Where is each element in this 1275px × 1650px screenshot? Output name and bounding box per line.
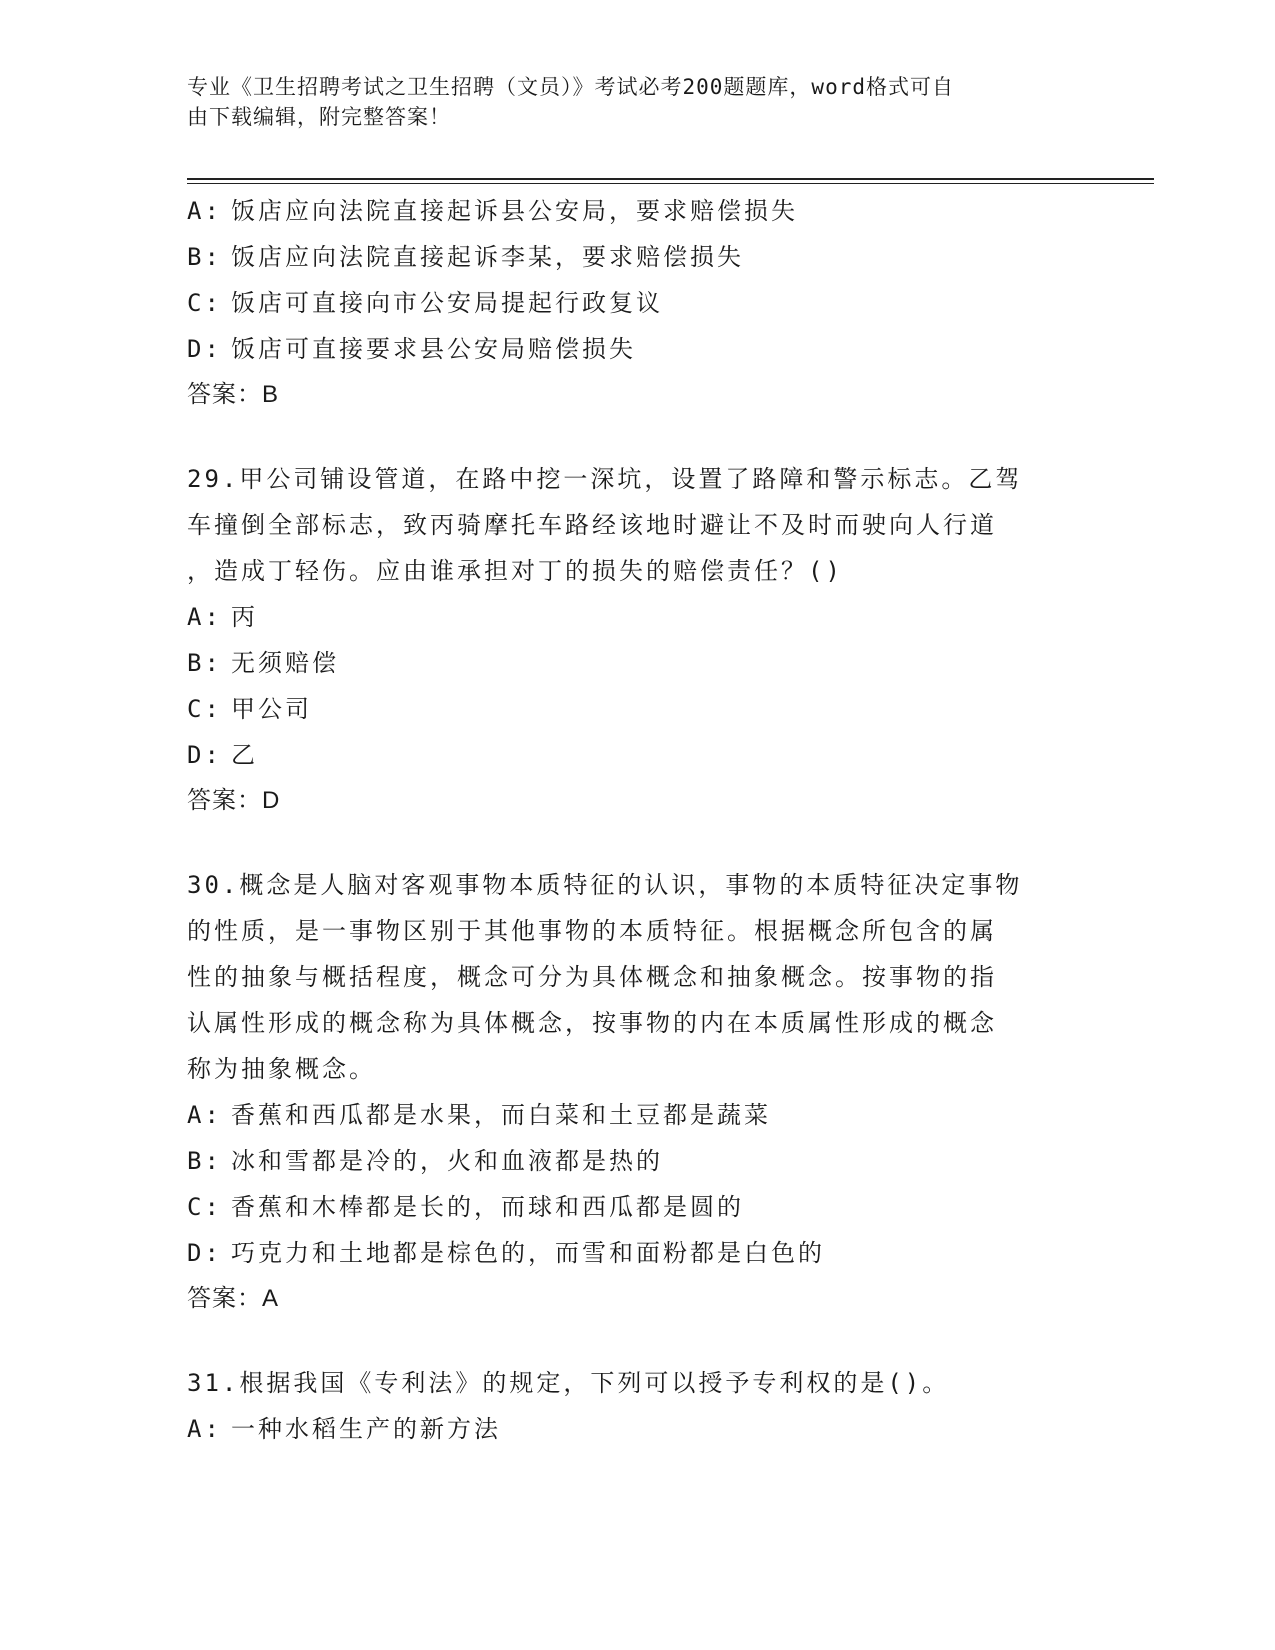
option-b: B: 冰和雪都是冷的，火和血液都是热的 bbox=[187, 1147, 663, 1175]
option-b: B: 无须赔偿 bbox=[187, 649, 339, 677]
option-a: A: 丙 bbox=[187, 603, 258, 631]
option-c: C: 甲公司 bbox=[187, 695, 312, 723]
header-line-1: 专业《卫生招聘考试之卫生招聘（文员）》考试必考200题题库，word格式可自 bbox=[187, 75, 954, 99]
answer-label: 答案：A bbox=[187, 1285, 280, 1312]
question-text-line: 31.根据我国《专利法》的规定，下列可以授予专利权的是()。 bbox=[187, 1369, 950, 1397]
header-divider-thick bbox=[187, 178, 1154, 180]
question-text-line: 称为抽象概念。 bbox=[187, 1055, 376, 1083]
document-body bbox=[187, 188, 1087, 1452]
option-a: A: 香蕉和西瓜都是水果，而白菜和土豆都是蔬菜 bbox=[187, 1101, 771, 1129]
question-text-line: 29.甲公司铺设管道，在路中挖一深坑，设置了路障和警示标志。乙驾 bbox=[187, 465, 1023, 493]
question-28 bbox=[187, 188, 1087, 418]
header-divider-thin bbox=[187, 183, 1154, 184]
question-31 bbox=[187, 1360, 1087, 1452]
option-c: C: 饭店可直接向市公安局提起行政复议 bbox=[187, 289, 663, 317]
answer-label: 答案：B bbox=[187, 381, 280, 408]
option-b: B: 饭店应向法院直接起诉李某，要求赔偿损失 bbox=[187, 243, 744, 271]
question-text-line: 认属性形成的概念称为具体概念，按事物的内在本质属性形成的概念 bbox=[187, 1009, 997, 1037]
answer-label: 答案：D bbox=[187, 787, 281, 814]
question-text-line: ，造成丁轻伤。应由谁承担对丁的损失的赔偿责任？() bbox=[187, 557, 843, 585]
question-text-line: 30.概念是人脑对客观事物本质特征的认识，事物的本质特征决定事物 bbox=[187, 871, 1023, 899]
document-header bbox=[187, 72, 1067, 132]
option-a: A: 饭店应向法院直接起诉县公安局，要求赔偿损失 bbox=[187, 197, 798, 225]
option-d: D: 巧克力和土地都是棕色的，而雪和面粉都是白色的 bbox=[187, 1239, 825, 1267]
question-text-line: 的性质，是一事物区别于其他事物的本质特征。根据概念所包含的属 bbox=[187, 917, 997, 945]
question-30 bbox=[187, 862, 1087, 1322]
question-29 bbox=[187, 456, 1087, 824]
header-line-2: 由下载编辑，附完整答案！ bbox=[187, 105, 451, 129]
question-text-line: 车撞倒全部标志，致丙骑摩托车路经该地时避让不及时而驶向人行道 bbox=[187, 511, 997, 539]
question-text-line: 性的抽象与概括程度，概念可分为具体概念和抽象概念。按事物的指 bbox=[187, 963, 997, 991]
option-a: A: 一种水稻生产的新方法 bbox=[187, 1415, 501, 1443]
option-c: C: 香蕉和木棒都是长的，而球和西瓜都是圆的 bbox=[187, 1193, 744, 1221]
option-d: D: 乙 bbox=[187, 741, 258, 769]
option-d: D: 饭店可直接要求县公安局赔偿损失 bbox=[187, 335, 636, 363]
